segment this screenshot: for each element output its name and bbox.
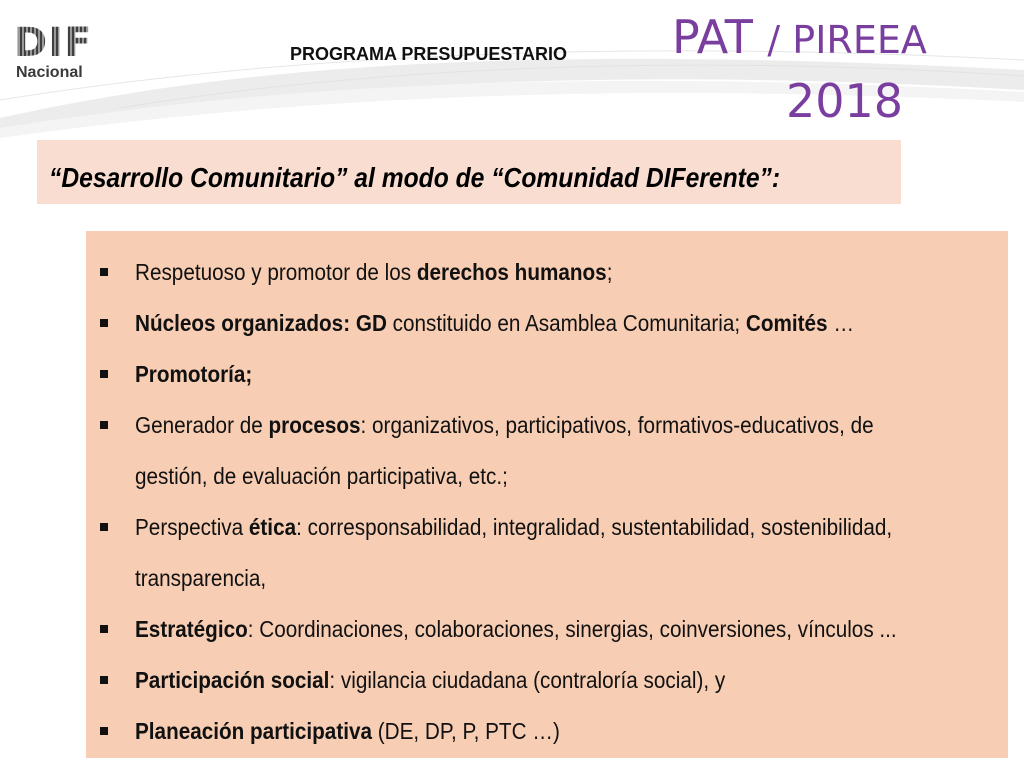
bullet-text: constituido en Asamblea Comunitaria;	[386, 310, 746, 336]
square-bullet-icon	[100, 625, 108, 633]
bullet-bold-text: Promotoría;	[135, 361, 253, 387]
bullet-line	[135, 400, 909, 451]
bullet-bold-text: procesos	[268, 412, 361, 438]
dif-logo	[14, 22, 100, 86]
bullet-text: (DE, DP, P, PTC …)	[371, 718, 560, 744]
bullet-item	[86, 298, 995, 349]
square-bullet-icon	[100, 523, 108, 531]
bullet-line	[135, 706, 909, 757]
bullet-text: Generador de	[135, 412, 269, 438]
bullet-bold-text: Núcleos organizados: GD	[135, 310, 387, 336]
bullet-item	[86, 400, 995, 502]
bullet-text: transparencia,	[135, 565, 267, 591]
bullet-text: : corresponsabilidad, integralidad, sustentabilidad, sostenibilidad,	[296, 514, 893, 540]
bullet-bold-text: Comités	[745, 310, 828, 336]
subtitle-box	[37, 140, 901, 204]
bullet-line	[135, 298, 909, 349]
bullet-bold-text: derechos humanos	[416, 259, 607, 285]
bullet-line	[135, 451, 909, 502]
bullet-line	[135, 553, 909, 604]
bullet-item	[86, 655, 995, 706]
dif-logo-wordmark: DIF	[14, 20, 93, 66]
pireea-title: / PIREEA	[767, 18, 927, 62]
square-bullet-icon	[100, 421, 108, 429]
bullet-item	[86, 604, 995, 655]
pat-year: 2018	[786, 74, 904, 128]
program-label: PROGRAMA PRESUPUESTARIO	[290, 44, 568, 64]
bullet-text: : vigilancia ciudadana (contraloría social), y	[329, 667, 726, 693]
subtitle-text: “Desarrollo Comunitario” al modo de “Comunidad DIFerente”:	[49, 162, 781, 193]
bullet-bold-text: ética	[248, 514, 297, 540]
square-bullet-icon	[100, 676, 108, 684]
pat-title: PAT	[672, 10, 753, 64]
bullet-text: ;	[606, 259, 613, 285]
bullet-text: Respetuoso y promotor de los	[135, 259, 417, 285]
bullet-text: …	[827, 310, 855, 336]
bullet-line	[135, 604, 909, 655]
bullet-item	[86, 706, 995, 757]
bullet-text: : organizativos, participativos, formativos-educativos, de	[360, 412, 874, 438]
bullet-line	[135, 247, 909, 298]
bullet-line	[135, 502, 909, 553]
square-bullet-icon	[100, 268, 108, 276]
bullet-text: gestión, de evaluación participativa, etc.;	[135, 463, 508, 489]
bullet-line	[135, 349, 909, 400]
bullet-bold-text: Planeación participativa	[135, 718, 372, 744]
bullet-text: Perspectiva	[135, 514, 249, 540]
bullet-list	[86, 247, 995, 757]
bullet-item	[86, 502, 995, 604]
bullet-item	[86, 349, 995, 400]
square-bullet-icon	[100, 319, 108, 327]
bullet-bold-text: Estratégico	[135, 616, 248, 642]
content-box	[86, 231, 1008, 758]
square-bullet-icon	[100, 727, 108, 735]
pat-pireea-title	[672, 10, 927, 64]
bullet-text: : Coordinaciones, colaboraciones, sinergias, coinversiones, vínculos ...	[247, 616, 897, 642]
bullet-item	[86, 247, 995, 298]
square-bullet-icon	[100, 370, 108, 378]
dif-logo-subtext: Nacional	[16, 64, 83, 81]
bullet-line	[135, 655, 909, 706]
bullet-bold-text: Participación social	[135, 667, 330, 693]
